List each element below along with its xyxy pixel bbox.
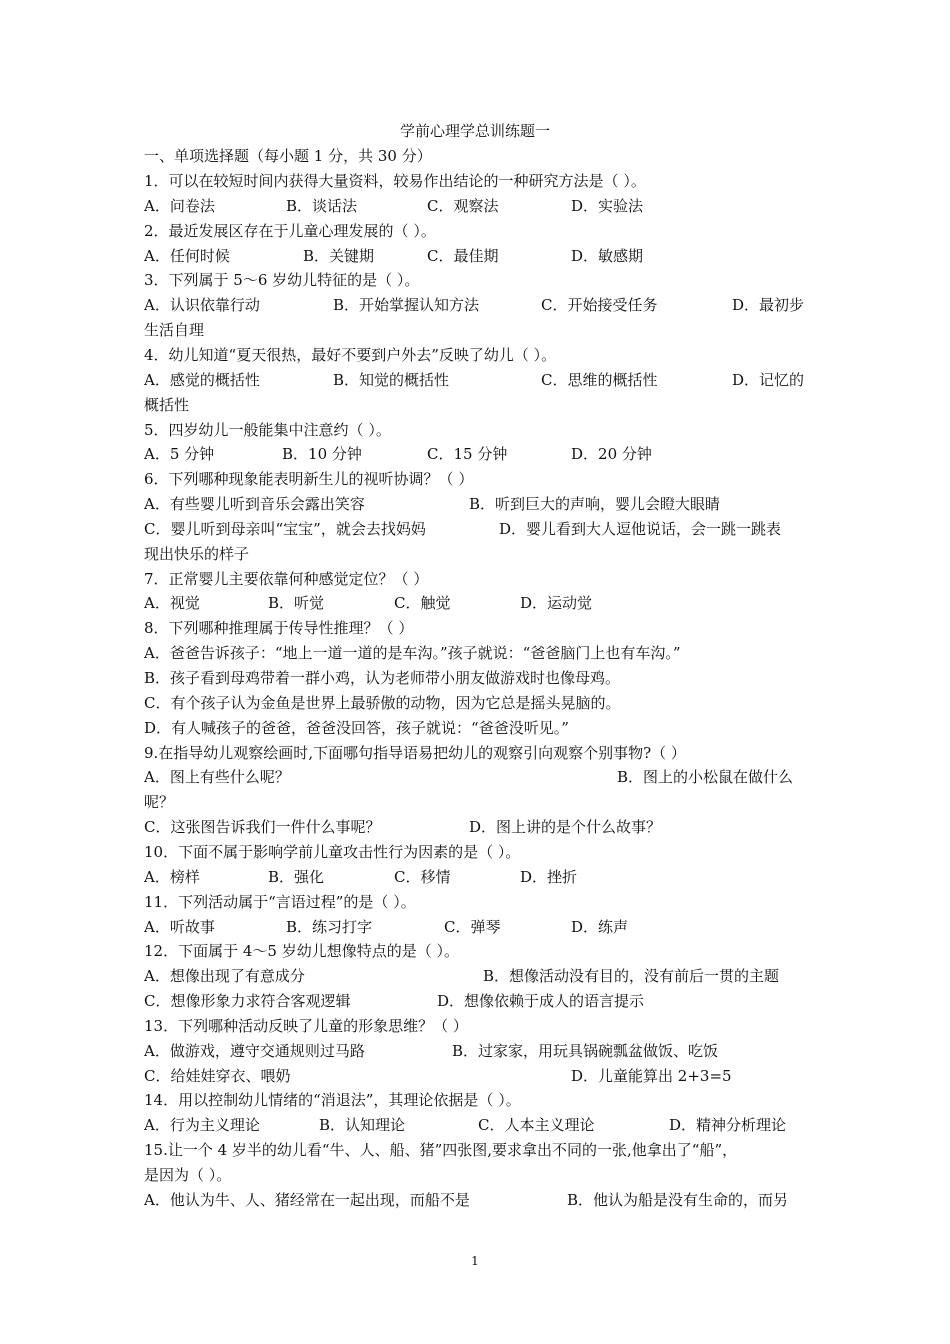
option-text: B．练习打字 xyxy=(286,918,373,936)
question-line: 7．正常婴儿主要依靠何种感觉定位？（ ） xyxy=(144,570,429,588)
question-line: 5．四岁幼儿一般能集中注意约（ ）。 xyxy=(144,421,391,439)
option-text: A．想像出现了有意成分 xyxy=(144,967,305,985)
question-line: 6．下列哪种现象能表明新生儿的视听协调？（ ） xyxy=(144,470,474,488)
option-text: D．儿童能算出 2+3=5 xyxy=(571,1067,732,1085)
option-text: D．想像依赖于成人的语言提示 xyxy=(437,992,645,1010)
option-text: D．练声 xyxy=(571,918,629,936)
option-text: D．20 分钟 xyxy=(571,445,652,463)
option-text: B．图上的小松鼠在做什么 xyxy=(617,768,794,786)
question-line: B．孩子看到母鸡带着一群小鸡，认为老师带小朋友做游戏时也像母鸡。 xyxy=(144,669,621,687)
option-text: C．人本主义理论 xyxy=(478,1116,595,1134)
option-text: C．移情 xyxy=(394,868,451,886)
option-text: B．认知理论 xyxy=(319,1116,406,1134)
option-text: A．有些婴儿听到音乐会露出笑容 xyxy=(144,495,365,513)
option-text: B．强化 xyxy=(268,868,325,886)
option-text: A．做游戏，遵守交通规则过马路 xyxy=(144,1042,365,1060)
option-text: A．认识依靠行动 xyxy=(144,296,260,314)
option-text: A．听故事 xyxy=(144,918,215,936)
question-line: 生活自理 xyxy=(144,321,205,339)
option-text: B．谈话法 xyxy=(286,197,358,215)
option-text: C．触觉 xyxy=(394,594,451,612)
option-text: B．10 分钟 xyxy=(282,445,362,463)
option-text: A．行为主义理论 xyxy=(144,1116,260,1134)
option-text: B．过家家，用玩具锅碗瓢盆做饭、吃饭 xyxy=(452,1042,719,1060)
option-text: D．婴儿看到大人逗他说话，会一跳一跳表 xyxy=(499,520,782,538)
question-line: 14．用以控制幼儿情绪的“消退法”，其理论依据是（ ）。 xyxy=(144,1091,521,1109)
option-text: C．婴儿听到母亲叫“宝宝”，就会去找妈妈 xyxy=(144,520,426,538)
question-line: 13．下列哪种活动反映了儿童的形象思维？（ ） xyxy=(144,1017,468,1035)
option-text: B．开始掌握认知方法 xyxy=(333,296,480,314)
option-text: C．观察法 xyxy=(427,197,499,215)
option-text: C．弹琴 xyxy=(444,918,501,936)
option-text: A．视觉 xyxy=(144,594,200,612)
question-line: 8．下列哪种推理属于传导性推理？（ ） xyxy=(144,619,414,637)
question-line: 呢？ xyxy=(144,793,175,811)
option-text: C．这张图告诉我们一件什么事呢？ xyxy=(144,818,381,836)
option-text: A．图上有些什么呢？ xyxy=(144,768,290,786)
option-text: A．5 分钟 xyxy=(144,445,215,463)
option-text: D．挫折 xyxy=(520,868,578,886)
option-text: A．榜样 xyxy=(144,868,200,886)
option-text: A．他认为牛、人、猪经常在一起出现，而船不是 xyxy=(144,1191,470,1209)
option-text: B．听到巨大的声响，婴儿会瞪大眼睛 xyxy=(469,495,721,513)
option-text: C．开始接受任务 xyxy=(541,296,658,314)
option-text: B．关键期 xyxy=(303,247,375,265)
option-text: C．思维的概括性 xyxy=(541,371,658,389)
option-text: D．记忆的 xyxy=(732,371,805,389)
question-line: 11．下列活动属于“言语过程”的是（ ）。 xyxy=(144,893,416,911)
question-line: D．有人喊孩子的爸爸，爸爸没回答，孩子就说：“爸爸没听见。” xyxy=(144,719,569,737)
page-number: 1 xyxy=(471,1254,479,1268)
section-heading: 一、单项选择题（每小题 1 分，共 30 分） xyxy=(144,147,432,165)
option-text: C．15 分钟 xyxy=(427,445,508,463)
question-line: 1．可以在较短时间内获得大量资料，较易作出结论的一种研究方法是（ ）。 xyxy=(144,172,646,190)
page-title: 学前心理学总训练题一 xyxy=(399,122,550,140)
question-line: C．有个孩子认为金鱼是世界上最骄傲的动物，因为它总是摇头晃脑的。 xyxy=(144,694,621,712)
question-line: 2．最近发展区存在于儿童心理发展的（ ）。 xyxy=(144,222,436,240)
option-text: C．给娃娃穿衣、喂奶 xyxy=(144,1067,291,1085)
option-text: A．任何时候 xyxy=(144,247,230,265)
option-text: D．精神分析理论 xyxy=(669,1116,787,1134)
option-text: B．他认为船是没有生命的，而另 xyxy=(567,1191,789,1209)
question-line: 4．幼儿知道“夏天很热，最好不要到户外去”反映了幼儿（ ）。 xyxy=(144,346,557,364)
option-text: C．最佳期 xyxy=(427,247,499,265)
question-line: 10．下面不属于影响学前儿童攻击性行为因素的是（ ）。 xyxy=(144,843,521,861)
option-text: A．感觉的概括性 xyxy=(144,371,260,389)
option-text: A．问卷法 xyxy=(144,197,215,215)
question-line: A．爸爸告诉孩子：“地上一道一道的是车沟。”孩子就说：“爸爸脑门上也有车沟。” xyxy=(144,644,681,662)
option-text: D．图上讲的是个什么故事？ xyxy=(469,818,662,836)
question-line: 概括性 xyxy=(144,396,190,414)
option-text: B．想像活动没有目的，没有前后一贯的主题 xyxy=(483,967,780,985)
option-text: D．实验法 xyxy=(571,197,644,215)
option-text: D．运动觉 xyxy=(520,594,593,612)
question-line: 15.让一个 4 岁半的幼儿看“牛、人、船、猪”四张图,要求拿出不同的一张,他拿出了“船”， xyxy=(144,1141,738,1159)
question-line: 是因为（ ）。 xyxy=(144,1166,232,1184)
question-line: 3．下列属于 5～6 岁幼儿特征的是（ ）。 xyxy=(144,271,420,289)
option-text: D．最初步 xyxy=(732,296,805,314)
option-text: D．敏感期 xyxy=(571,247,644,265)
option-text: B．知觉的概括性 xyxy=(333,371,450,389)
question-line: 12．下面属于 4～5 岁幼儿想像特点的是（ ）。 xyxy=(144,942,459,960)
option-text: B．听觉 xyxy=(268,594,325,612)
option-text: C．想像形象力求符合客观逻辑 xyxy=(144,992,351,1010)
question-line: 9.在指导幼儿观察绘画时,下面哪句指导语易把幼儿的观察引向观察个别事物?（ ） xyxy=(144,744,686,762)
question-line: 现出快乐的样子 xyxy=(144,545,250,563)
